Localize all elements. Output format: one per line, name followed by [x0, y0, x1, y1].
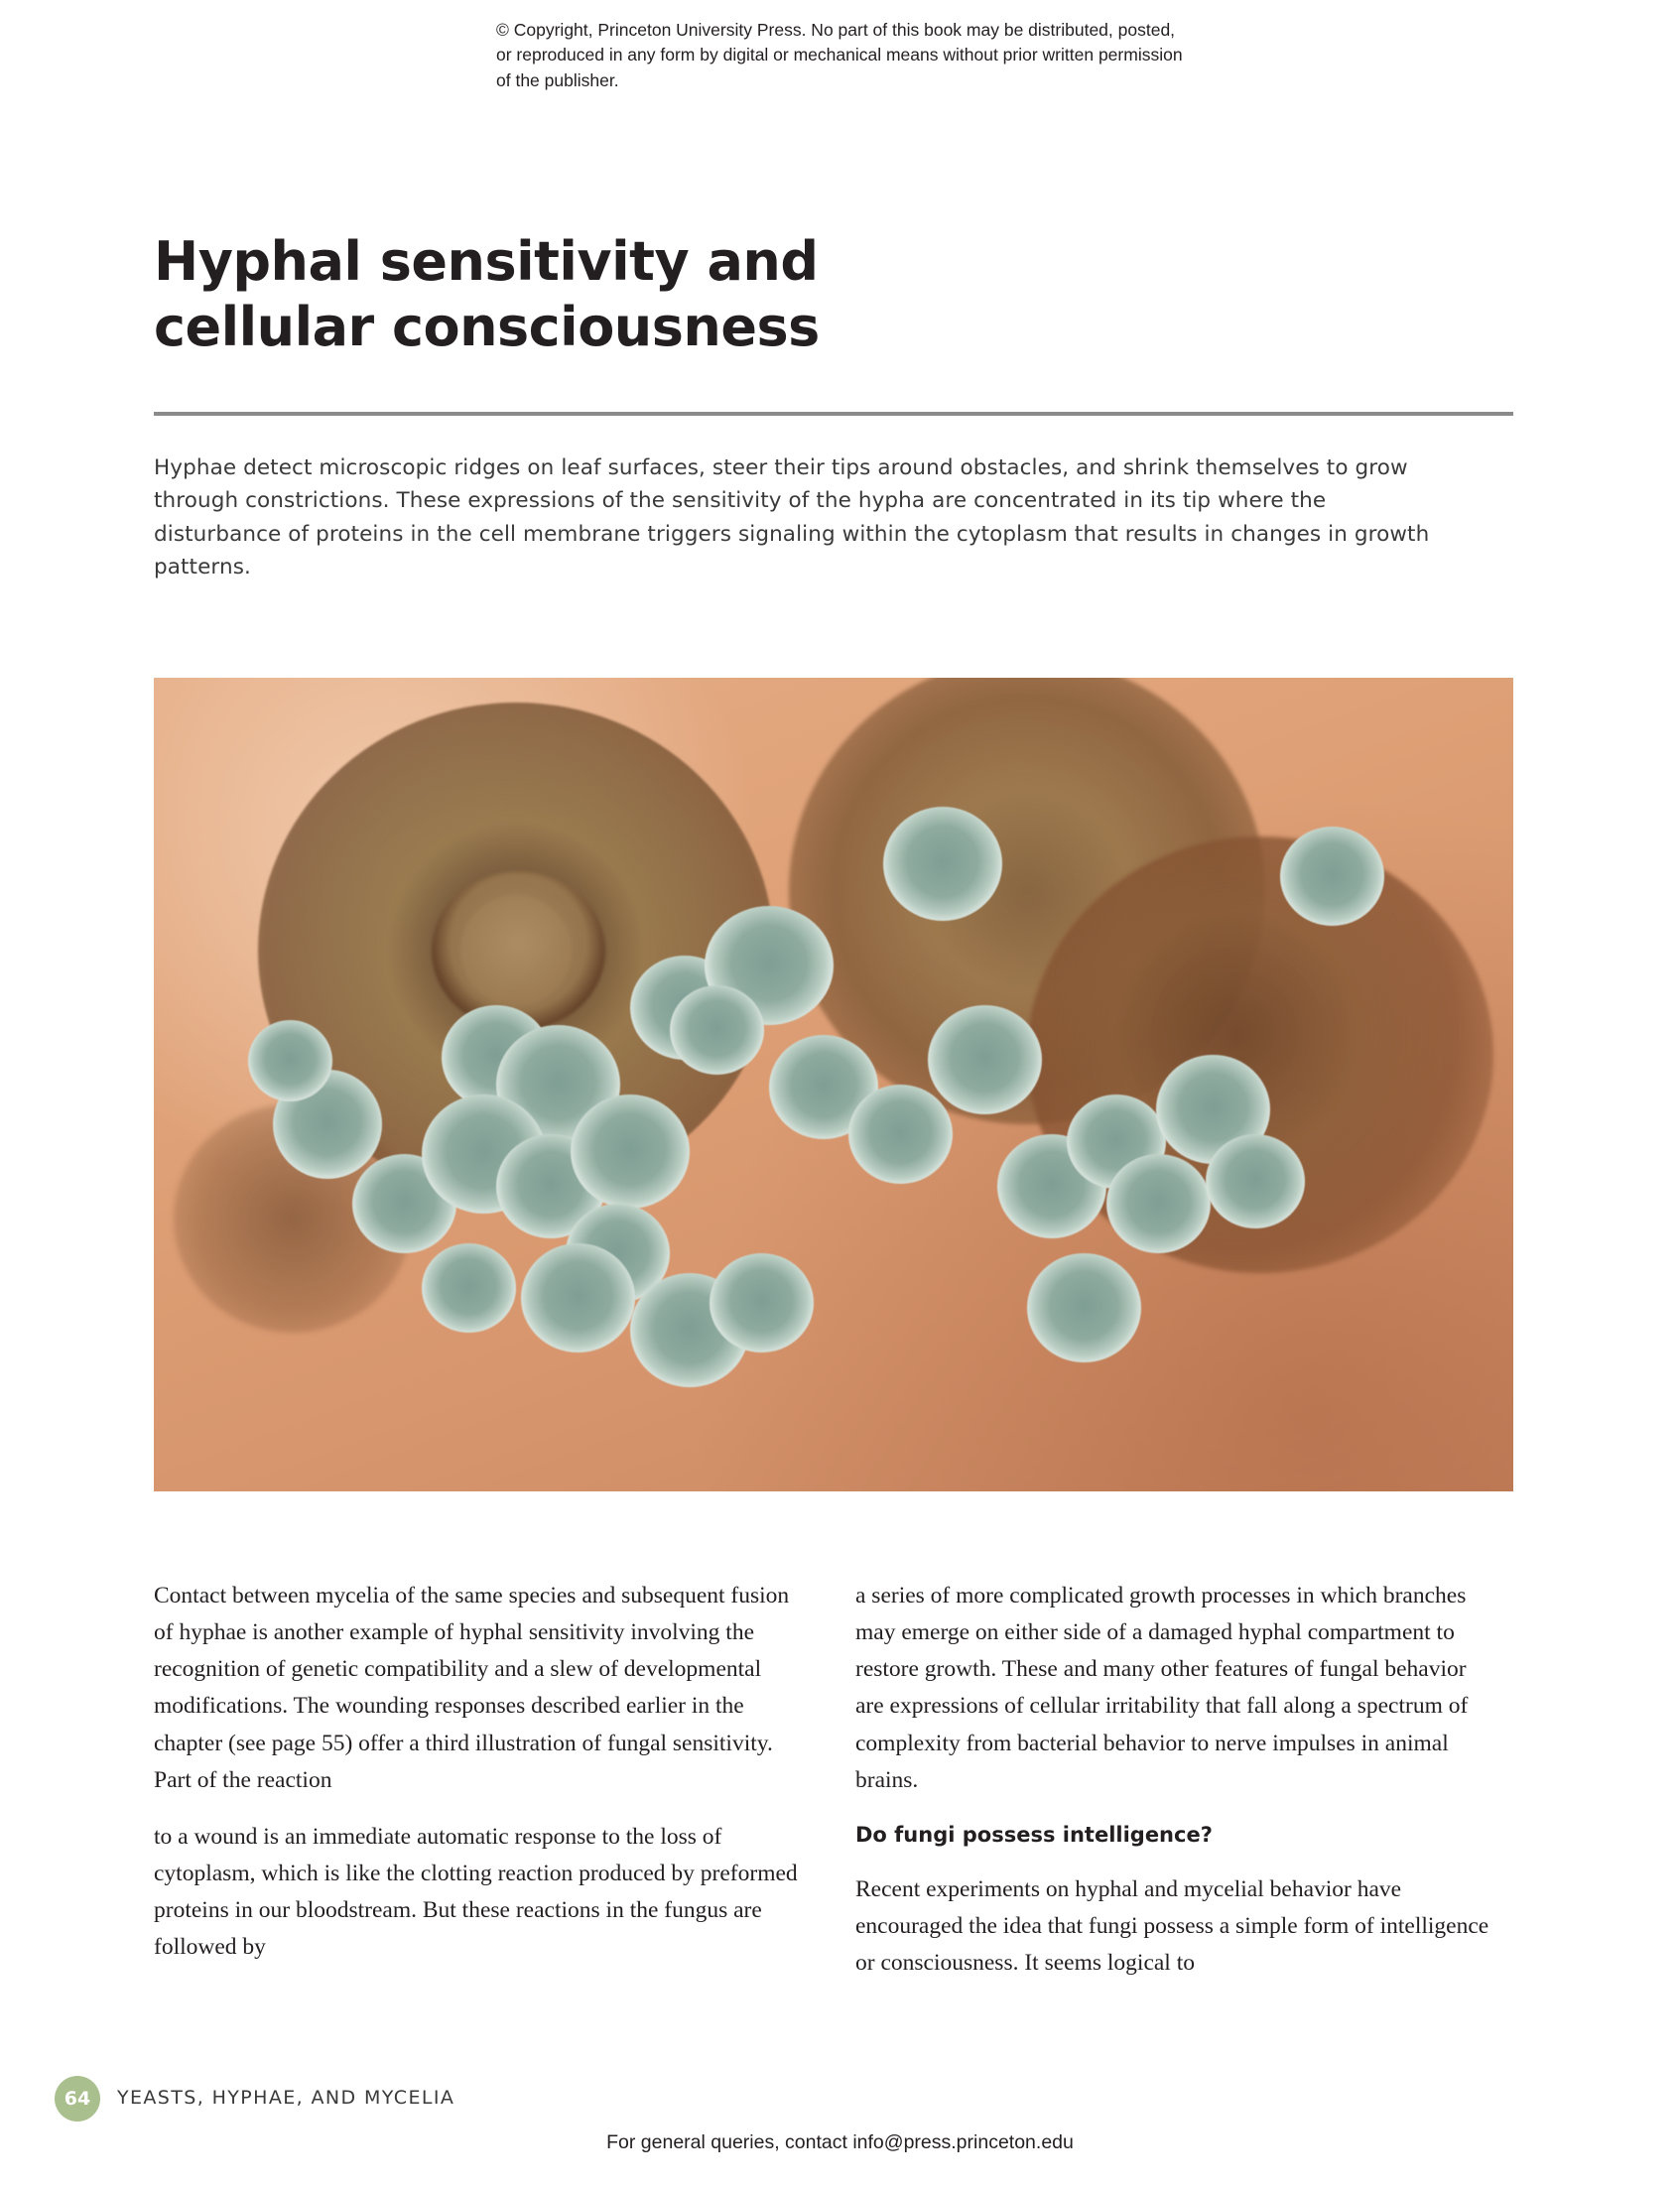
green-colony-icon	[248, 1020, 332, 1101]
page-title-line-2: cellular consciousness	[154, 296, 820, 359]
page-number-badge: 64	[55, 2076, 100, 2122]
running-head: YEASTS, HYPHAE, AND MYCELIA	[117, 2087, 455, 2109]
paragraph: to a wound is an immediate automatic response to the loss of cytoplasm, which is like the clotting reaction produced by preformed proteins in our bloodstream. But these reactions in the fungus are followed by	[154, 1823, 798, 1961]
title-divider	[154, 412, 1513, 416]
body-column-left	[154, 1578, 799, 1986]
green-colony-icon	[670, 985, 764, 1075]
copyright-notice: © Copyright, Princeton University Press. No part of this book may be distributed, posted, or reproduced in any form by digital or mechanical means without prior written permission of the publisher.	[496, 20, 1183, 90]
body-column-right	[855, 1578, 1500, 2001]
paragraph: a series of more complicated growth processes in which branches may emerge on either side of a damaged hyphal compartment to restore growth. These and many other features of fungal behavior are expressions of cellular irritability that fall along a spectrum of complexity from bacterial behavior to nerve impulses in animal brains.	[855, 1583, 1469, 1793]
green-colony-icon	[883, 807, 1002, 921]
brown-colony-core-icon	[432, 871, 605, 1030]
page-title	[154, 229, 1245, 360]
paragraph: Recent experiments on hyphal and mycelial behavior have encouraged the idea that fungi possess a simple form of intelligence or consciousness. It seems logical to	[855, 1875, 1489, 1977]
general-queries-line: For general queries, contact info@press.princeton.edu	[606, 2131, 1074, 2153]
green-colony-icon	[848, 1085, 953, 1184]
green-colony-icon	[422, 1243, 516, 1333]
green-colony-icon	[928, 1005, 1042, 1114]
intro-paragraph: Hyphae detect microscopic ridges on leaf surfaces, steer their tips around obstacles, and shrink themselves to grow through constrictions. These expressions of the sensitivity of the hypha are concentrated in its tip where the disturbance of proteins in the cell membrane triggers signaling within the cytoplasm that results in changes in growth patterns.	[154, 455, 1430, 579]
paragraph: Contact between mycelia of the same species and subsequent fusion of hyphae is another example of hyphal sensitivity involving the recognition of genetic compatibility and a slew of developmental modifications. The wounding responses described earlier in the chapter (see page 55) offer a third illustration of fungal sensitivity. Part of the reaction	[154, 1583, 790, 1793]
page-title-line-1: Hyphal sensitivity and	[154, 230, 819, 294]
green-colony-icon	[1027, 1253, 1141, 1362]
green-colony-icon	[1280, 827, 1384, 926]
green-colony-icon	[1106, 1154, 1211, 1253]
green-colony-icon	[521, 1243, 635, 1352]
section-subheading: Do fungi possess intelligence?	[855, 1822, 1213, 1847]
petri-dish-photo	[154, 678, 1513, 1491]
green-colony-icon	[571, 1094, 690, 1209]
green-colony-icon	[1206, 1134, 1305, 1228]
green-colony-icon	[710, 1253, 814, 1352]
